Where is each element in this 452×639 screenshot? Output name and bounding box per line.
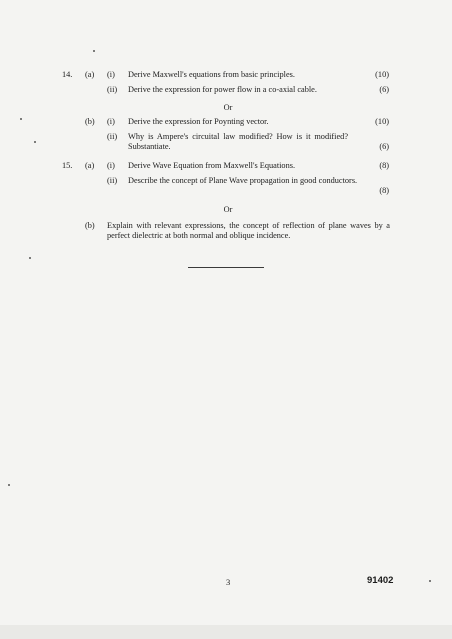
q14a-ii-marks: (6) [379, 85, 389, 94]
q14a-label: (a) [85, 70, 95, 79]
q14b-i-text: Derive the expression for Poynting vector. [128, 117, 269, 126]
q14b-ii-num: (ii) [107, 132, 118, 141]
q14a-ii-num: (ii) [107, 85, 118, 94]
or-divider-15: Or [223, 205, 233, 214]
q14a-i-marks: (10) [375, 70, 389, 79]
q14a-i-text: Derive Maxwell's equations from basic principles. [128, 70, 295, 79]
end-of-questions-rule [188, 267, 264, 268]
q15a-i-marks: (8) [379, 161, 389, 170]
q15a-i-num: (i) [107, 161, 115, 170]
q14b-label: (b) [85, 117, 95, 126]
scan-speck [93, 50, 95, 52]
q14b-i-num: (i) [107, 117, 115, 126]
q14b-ii-text: Why is Ampere's circuital law modified? How is it modified? Substantiate. [128, 132, 348, 151]
page-number: 3 [226, 577, 231, 587]
q15b-text: Explain with relevant expressions, the concept of reflection of plane waves by a perfect dielectric at both normal and oblique incidence. [107, 221, 390, 240]
scan-speck [429, 580, 431, 582]
q15a-label: (a) [85, 161, 95, 170]
q14-number: 14. [62, 70, 73, 79]
scan-speck [8, 484, 10, 486]
q15-number: 15. [62, 161, 73, 170]
q14b-ii-marks: (6) [379, 142, 389, 151]
scan-speck [20, 118, 22, 120]
q15a-ii-marks: (8) [379, 186, 389, 195]
q15a-ii-text: Describe the concept of Plane Wave propagation in good conductors. [128, 176, 358, 185]
q15b-label: (b) [85, 221, 95, 230]
scan-speck [34, 141, 36, 143]
q14b-i-marks: (10) [375, 117, 389, 126]
q14a-i-num: (i) [107, 70, 115, 79]
q15a-i-text: Derive Wave Equation from Maxwell's Equations. [128, 161, 296, 170]
scan-bottom-edge [0, 625, 452, 639]
q15a-ii-num: (ii) [107, 176, 118, 185]
q14a-ii-text: Derive the expression for power flow in a co-axial cable. [128, 85, 317, 94]
paper-code: 91402 [367, 575, 394, 586]
or-divider-14: Or [223, 103, 233, 112]
scan-speck [29, 257, 31, 259]
